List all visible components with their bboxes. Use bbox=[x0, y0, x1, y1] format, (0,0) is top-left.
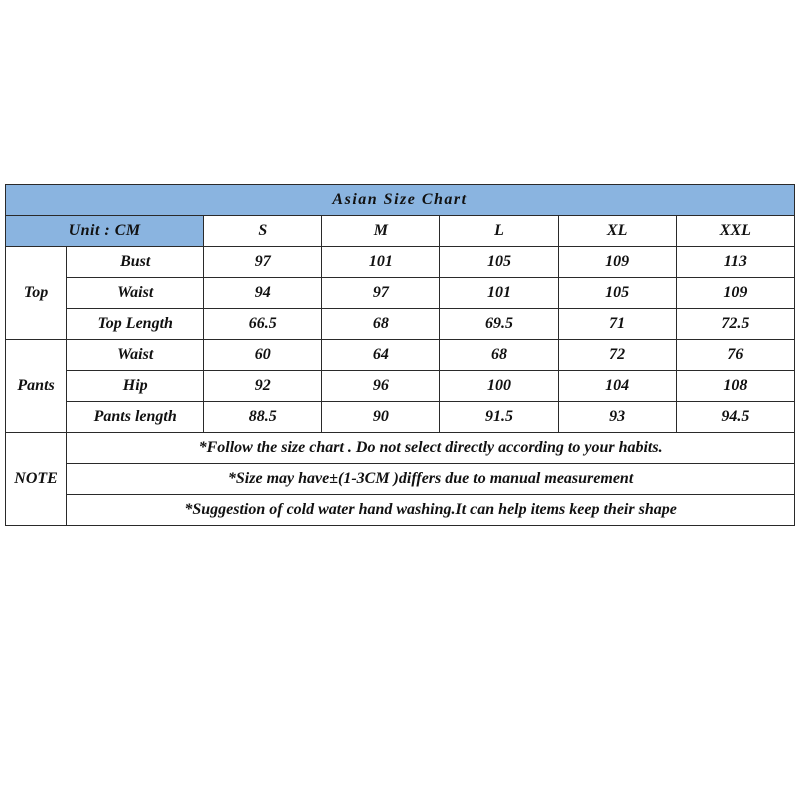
table-row-note bbox=[6, 464, 795, 495]
size-header-xl: XL bbox=[558, 216, 676, 247]
size-header-m: M bbox=[322, 216, 440, 247]
table-row bbox=[6, 309, 795, 340]
cell-pants-length-xl: 93 bbox=[558, 402, 676, 433]
group-label-top: Top bbox=[6, 247, 67, 340]
cell-pants-waist-s: 60 bbox=[204, 340, 322, 371]
cell-pants-length-l: 91.5 bbox=[440, 402, 558, 433]
asian-size-chart-table bbox=[5, 184, 795, 526]
table-row-note bbox=[6, 495, 795, 526]
cell-top-waist-l: 101 bbox=[440, 278, 558, 309]
cell-top-bust-xxl: 113 bbox=[676, 247, 794, 278]
cell-pants-hip-l: 100 bbox=[440, 371, 558, 402]
group-label-pants: Pants bbox=[6, 340, 67, 433]
metric-label-pants-hip: Hip bbox=[67, 371, 204, 402]
table-row-header bbox=[6, 216, 795, 247]
size-header-s: S bbox=[204, 216, 322, 247]
cell-top-bust-xl: 109 bbox=[558, 247, 676, 278]
cell-pants-hip-s: 92 bbox=[204, 371, 322, 402]
cell-top-length-m: 68 bbox=[322, 309, 440, 340]
cell-pants-hip-xl: 104 bbox=[558, 371, 676, 402]
note-label: NOTE bbox=[6, 433, 67, 526]
note-line-1: *Follow the size chart . Do not select directly according to your habits. bbox=[67, 433, 795, 464]
cell-pants-hip-xxl: 108 bbox=[676, 371, 794, 402]
table-row bbox=[6, 402, 795, 433]
table-row bbox=[6, 247, 795, 278]
cell-pants-hip-m: 96 bbox=[322, 371, 440, 402]
cell-top-length-s: 66.5 bbox=[204, 309, 322, 340]
cell-pants-waist-m: 64 bbox=[322, 340, 440, 371]
note-line-3: *Suggestion of cold water hand washing.It can help items keep their shape bbox=[67, 495, 795, 526]
cell-pants-waist-xxl: 76 bbox=[676, 340, 794, 371]
metric-label-pants-waist: Waist bbox=[67, 340, 204, 371]
metric-label-top-bust: Bust bbox=[67, 247, 204, 278]
cell-pants-length-s: 88.5 bbox=[204, 402, 322, 433]
cell-top-length-l: 69.5 bbox=[440, 309, 558, 340]
cell-pants-waist-xl: 72 bbox=[558, 340, 676, 371]
table-row-note bbox=[6, 433, 795, 464]
note-line-2: *Size may have±(1-3CM )differs due to manual measurement bbox=[67, 464, 795, 495]
metric-label-top-length: Top Length bbox=[67, 309, 204, 340]
size-chart-container bbox=[5, 184, 795, 526]
unit-label: Unit : CM bbox=[6, 216, 204, 247]
cell-pants-waist-l: 68 bbox=[440, 340, 558, 371]
cell-top-bust-l: 105 bbox=[440, 247, 558, 278]
table-row-title bbox=[6, 185, 795, 216]
size-header-l: L bbox=[440, 216, 558, 247]
cell-pants-length-m: 90 bbox=[322, 402, 440, 433]
cell-top-bust-s: 97 bbox=[204, 247, 322, 278]
cell-pants-length-xxl: 94.5 bbox=[676, 402, 794, 433]
cell-top-bust-m: 101 bbox=[322, 247, 440, 278]
table-row bbox=[6, 371, 795, 402]
metric-label-top-waist: Waist bbox=[67, 278, 204, 309]
table-row bbox=[6, 278, 795, 309]
size-header-xxl: XXL bbox=[676, 216, 794, 247]
cell-top-waist-xxl: 109 bbox=[676, 278, 794, 309]
chart-title: Asian Size Chart bbox=[6, 185, 795, 216]
table-row bbox=[6, 340, 795, 371]
cell-top-waist-s: 94 bbox=[204, 278, 322, 309]
cell-top-waist-xl: 105 bbox=[558, 278, 676, 309]
metric-label-pants-length: Pants length bbox=[67, 402, 204, 433]
cell-top-length-xxl: 72.5 bbox=[676, 309, 794, 340]
cell-top-waist-m: 97 bbox=[322, 278, 440, 309]
cell-top-length-xl: 71 bbox=[558, 309, 676, 340]
